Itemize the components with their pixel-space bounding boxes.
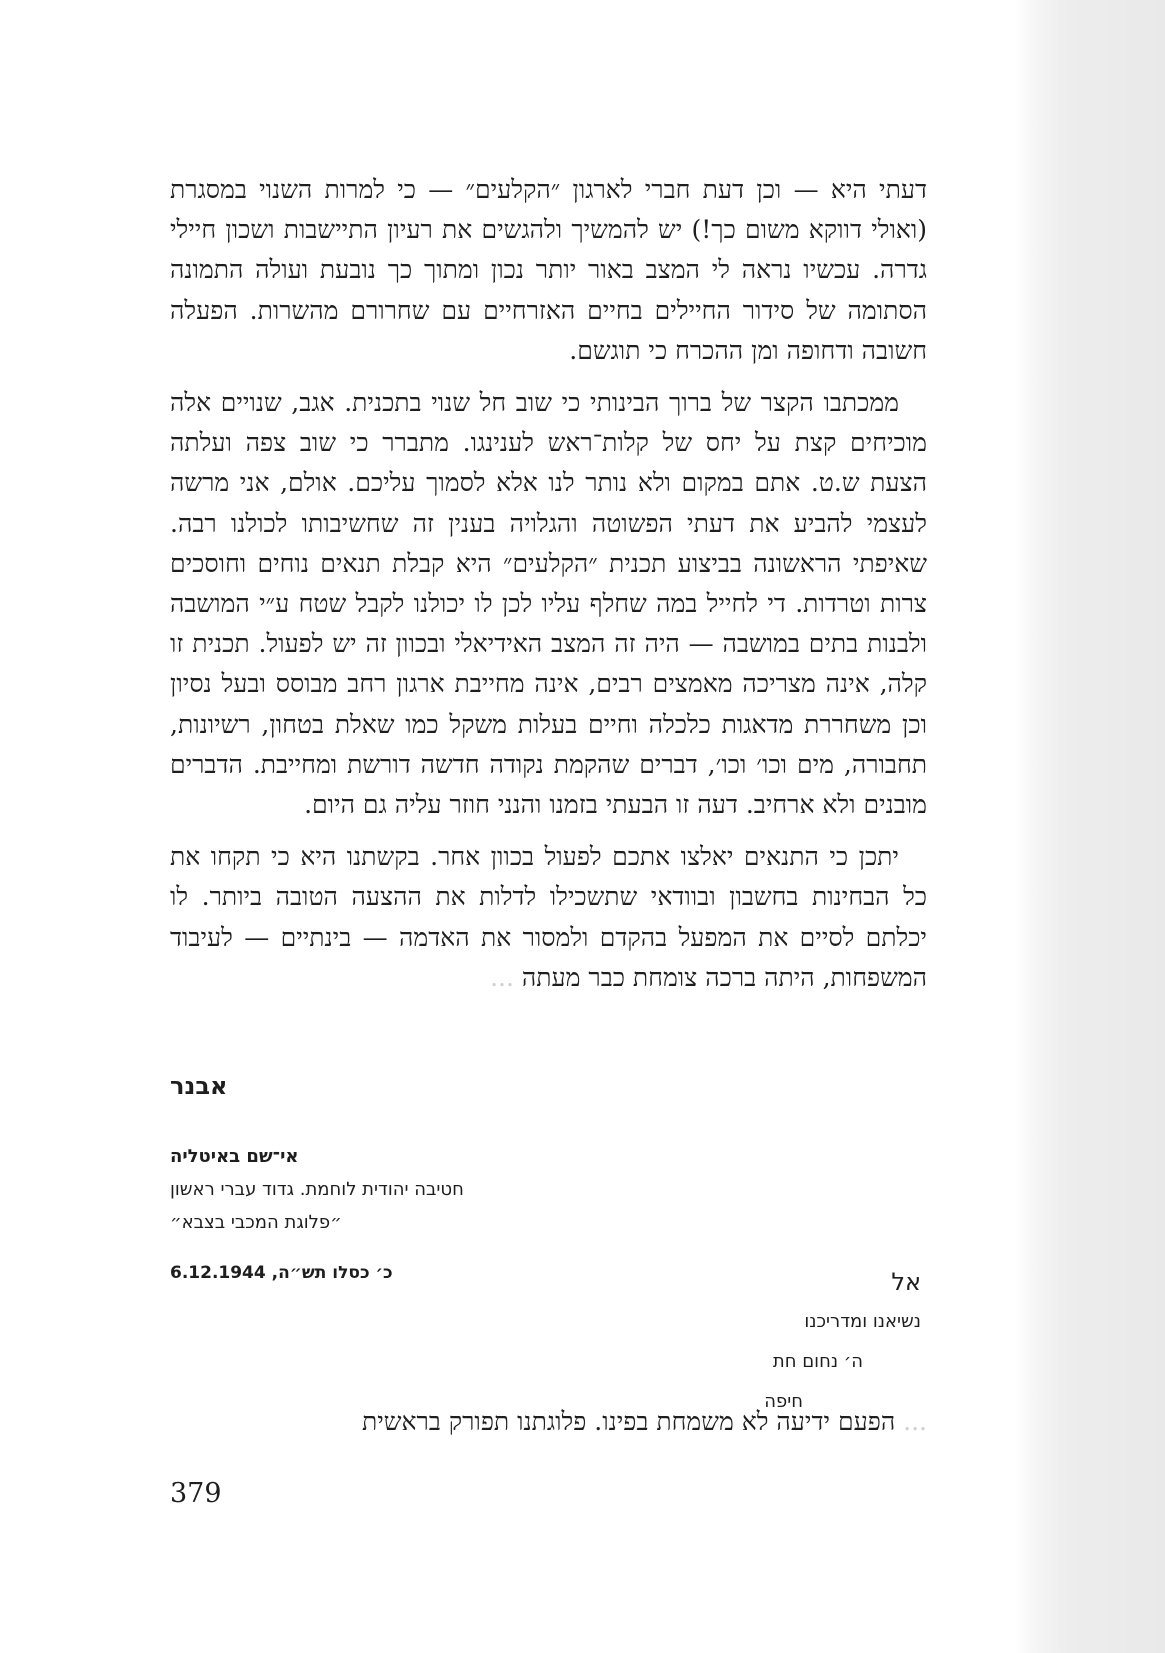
address-to: אל xyxy=(891,1268,921,1296)
opening-text: הפעם ידיעה לא משמחת בפינו. פלוגתנו תפורק בראשית xyxy=(361,1407,896,1436)
letter-date: כ׳ כסלו תש״ה, 6.12.1944 xyxy=(170,1263,393,1283)
heading-platoon: ״פלוגת המכבי בצבא״ xyxy=(170,1212,342,1233)
paragraph-3-ellipsis: ... xyxy=(490,962,514,992)
heading-unit: חטיבה יהודית לוחמת. גדוד עברי ראשון xyxy=(170,1179,464,1200)
signature: אבנר xyxy=(170,1072,228,1100)
page-edge-shadow xyxy=(1015,0,1165,1653)
address-recipient-group: נשיאנו ומדריכנו xyxy=(804,1311,921,1332)
address-city: חיפה xyxy=(764,1391,803,1412)
letter-body xyxy=(170,170,927,1010)
heading-place: אי־שם באיטליה xyxy=(170,1146,299,1167)
paragraph-3-text: יתכן כי התנאים יאלצו אתכם לפעול בכוון אחר. בקשתנו היא כי תקחו את כל הבחינות בחשבון ובוודאי שתשכילו לדלות את ההצעה הטובה ביותר. לו יכלתם לסיים את המפעל בהקדם ולמסור את האדמה — בינתיים — לעיבוד המשפחות, היתה ברכה צומחת כבר מעתה xyxy=(170,842,927,992)
paragraph-1: דעתי היא — וכן דעת חברי לארגון ״הקלעים״ — כי למרות השנוי במסגרת (ואולי דווקא משום כך!) יש להמשיך ולהגשים את רעיון התיישבות ושכון חיילי גדרה. עכשיו נראה לי המצב באור יותר נכון ומתוך כך נובעת ועולה התמונה הסתומה של סידור החיילים בחיים האזרחיים עם שחרורם מהשרות. הפעלה חשובה ודחופה ומן ההכרח כי תוגשם. xyxy=(170,175,927,365)
page-number: 379 xyxy=(170,1478,222,1509)
address-block xyxy=(764,1262,921,1422)
paragraph-2: ממכתבו הקצר של ברוך הבינותי כי שוב חל שנוי בתכנית. אגב, שנויים אלה מוכיחים קצת על יחס של קלות־ראש לענינגו. מתברר כי שוב צפה ועלתה הצעת ש.ט. אתם במקום ולא נותר לנו אלא לסמוך עליכם. אולם, אני מרשה לעצמי להביע את דעתי הפשוטה והגלויה בענין זה שחשיבותו לכולנו רבה. שאיפתי הראשונה בביצוע תכנית ״הקלעים״ היא קבלת תנאים נוחים וחוסכים צרות וטרדות. די לחייל במה שחלף עליו לכן לו יכולנו לקבל שטח ע״י המושבה ולבנות בתים במושבה — היה זה המצב האידיאלי ובכוון זה יש לפעול. תכנית זו קלה, אינה מצריכה מאמצים רבים, אינה מחייבת ארגון רחב מבוסס ובעל נסיון וכן משחררת מדאגות כלכלה וחיים בעלות משקל כמו שאלת בטחון, רשיונות, תחבורה, מים וכו׳ וכו׳, דברים שהקמת נקודה חדשה דורשת ומחייבת. הדברים מובנים ולא ארחיב. דעה זו הבעתי בזמנו והנני חוזר עליה גם היום. xyxy=(170,388,927,820)
opening-line xyxy=(170,1402,927,1442)
paragraph-3 xyxy=(170,837,927,998)
opening-faded-prefix: ... xyxy=(903,1407,927,1436)
letter-heading xyxy=(170,1140,464,1239)
address-recipient-name: ה׳ נחום חת xyxy=(772,1351,863,1372)
